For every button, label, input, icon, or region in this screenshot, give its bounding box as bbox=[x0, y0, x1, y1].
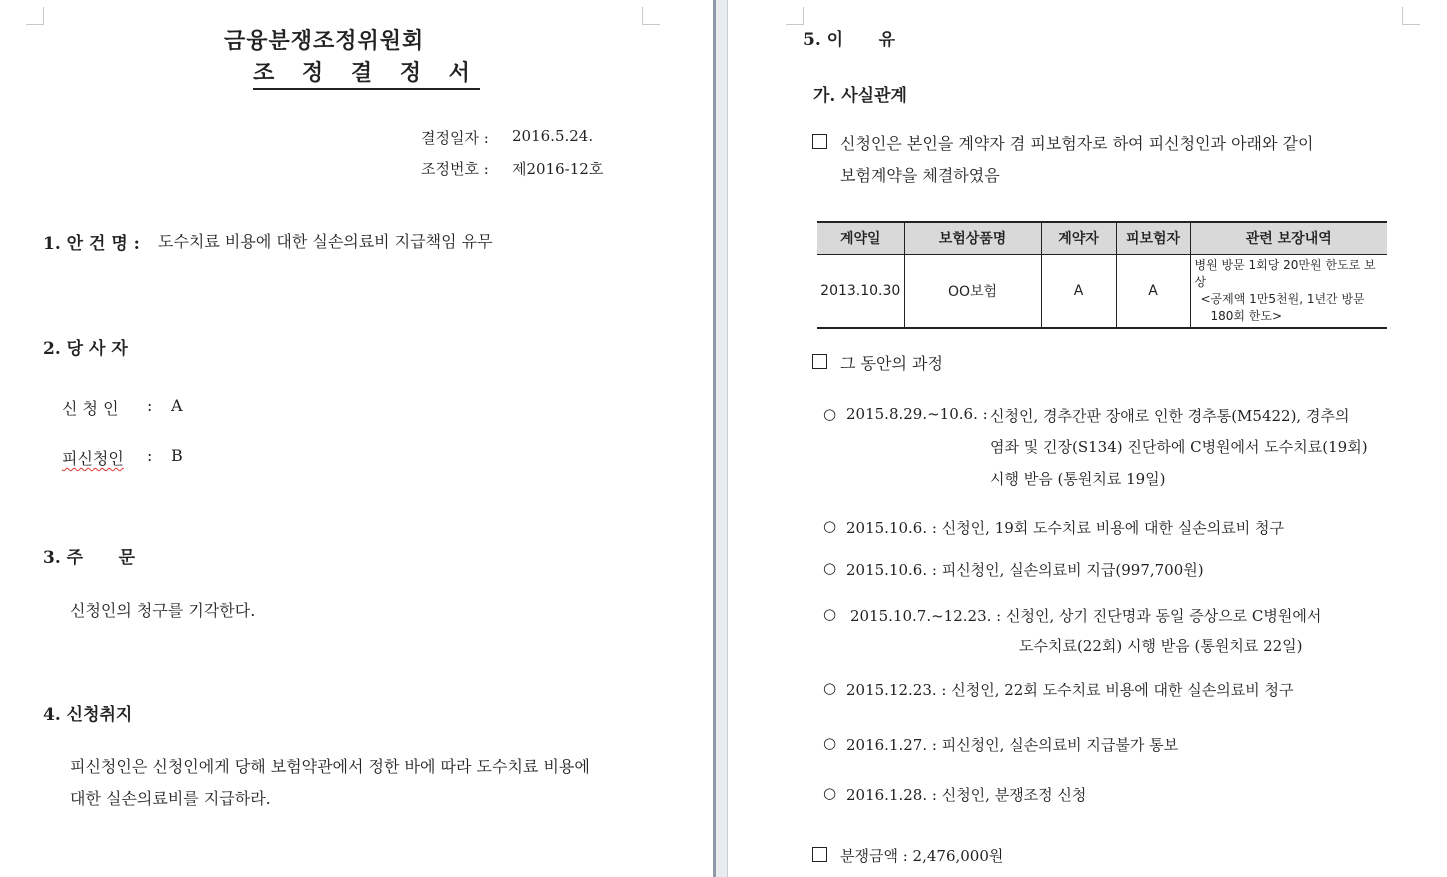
fact-text-line1: 신청인은 본인을 계약자 겸 피보험자로 하여 피신청인과 아래와 같이 bbox=[840, 134, 1314, 153]
event-4-line2: 도수치료(22회) 시행 받음 (통원치료 22일) bbox=[1019, 637, 1303, 655]
bullet-circle-icon: ○ bbox=[823, 784, 837, 802]
colon-separator: : bbox=[147, 446, 153, 465]
event-4-line1: 2015.10.7.~12.23. : 신청인, 상기 진단명과 동일 증상으로 C병원에서 bbox=[850, 607, 1322, 625]
section-4-text-line2: 대한 실손의료비를 지급하라. bbox=[70, 789, 271, 808]
table-header-cell: 계약자 bbox=[1041, 222, 1116, 254]
page-corner-mark bbox=[642, 7, 660, 25]
coverage-detail-line: 병원 방문 1회당 20만원 한도로 보상 bbox=[1194, 257, 1376, 289]
decision-date-label: 결정일자 : bbox=[421, 129, 489, 147]
respondent-label: 피신청인 bbox=[62, 449, 124, 468]
page-divider bbox=[713, 0, 728, 877]
table-header-cell: 보험상품명 bbox=[904, 222, 1041, 254]
colon-separator: : bbox=[147, 396, 153, 415]
checkbox-square-icon bbox=[812, 354, 827, 369]
bullet-circle-icon: ○ bbox=[823, 517, 837, 535]
process-heading: 그 동안의 과정 bbox=[840, 354, 943, 373]
section-3-heading: 3. 주 문 bbox=[43, 548, 136, 568]
event-5: 2015.12.23. : 신청인, 22회 도수치료 비용에 대한 실손의료비 청구 bbox=[846, 681, 1294, 699]
contract-date-cell: 2013.10.30 bbox=[817, 254, 904, 328]
section-5-heading: 5. 이 유 bbox=[803, 30, 896, 50]
decision-date: 2016.5.24. bbox=[512, 127, 594, 145]
section-1-text: 도수치료 비용에 대한 실손의료비 지급책임 유무 bbox=[158, 232, 493, 251]
section-3-text: 신청인의 청구를 기각한다. bbox=[70, 601, 256, 620]
dispute-amount: 분쟁금액 : 2,476,000원 bbox=[840, 847, 1004, 865]
bullet-circle-icon: ○ bbox=[823, 605, 837, 623]
coverage-detail-line: <공제액 1만5천원, 1년간 방문 bbox=[1200, 291, 1365, 306]
event-2: 2015.10.6. : 신청인, 19회 도수치료 비용에 대한 실손의료비 청구 bbox=[846, 519, 1284, 537]
page-left bbox=[0, 0, 713, 877]
respondent-value: B bbox=[171, 446, 183, 465]
table-header-cell: 계약일 bbox=[817, 222, 904, 254]
page-corner-mark bbox=[26, 7, 44, 25]
subsection-facts-heading: 가. 사실관계 bbox=[813, 86, 907, 106]
coverage-detail-line: 180회 한도> bbox=[1210, 308, 1283, 323]
page-corner-mark bbox=[1402, 7, 1420, 25]
product-name-cell: OO보험 bbox=[904, 254, 1041, 328]
page-corner-mark bbox=[786, 7, 804, 25]
checkbox-square-icon bbox=[812, 847, 827, 862]
bullet-circle-icon: ○ bbox=[823, 405, 837, 423]
bullet-circle-icon: ○ bbox=[823, 679, 837, 697]
contract-table bbox=[817, 221, 1387, 329]
event-3: 2015.10.6. : 피신청인, 실손의료비 지급(997,700원) bbox=[846, 561, 1204, 579]
table-header-cell: 피보험자 bbox=[1116, 222, 1190, 254]
section-2-heading: 2. 당 사 자 bbox=[43, 339, 128, 359]
table-header-row bbox=[817, 222, 1387, 254]
bullet-circle-icon: ○ bbox=[823, 734, 837, 752]
event-1-date: 2015.8.29.~10.6. : bbox=[846, 405, 988, 423]
fact-text-line2: 보험계약을 체결하였음 bbox=[840, 166, 1000, 185]
event-1-line3: 시행 받음 (통원치료 19일) bbox=[990, 470, 1166, 488]
section-4-heading: 4. 신청취지 bbox=[43, 705, 133, 725]
event-1-line1: 신청인, 경추간판 장애로 인한 경추통(M5422), 경추의 bbox=[990, 407, 1350, 425]
table-row bbox=[817, 254, 1387, 328]
document-title: 금융분쟁조정위원회 bbox=[224, 28, 425, 54]
table-header-cell: 관련 보장내역 bbox=[1190, 222, 1387, 254]
section-4-text-line1: 피신청인은 신청인에게 당해 보험약관에서 정한 바에 따라 도수치료 비용에 bbox=[70, 757, 590, 776]
event-7: 2016.1.28. : 신청인, 분쟁조정 신청 bbox=[846, 786, 1087, 804]
page-right bbox=[728, 0, 1447, 877]
document-subtitle: 조 정 결 정 서 bbox=[253, 56, 480, 90]
insured-cell: A bbox=[1116, 254, 1190, 328]
section-1-heading: 1. 안 건 명 : bbox=[43, 234, 140, 254]
case-number: 제2016-12호 bbox=[512, 160, 604, 178]
applicant-label: 신 청 인 bbox=[62, 399, 119, 418]
applicant-value: A bbox=[171, 396, 183, 415]
event-6: 2016.1.27. : 피신청인, 실손의료비 지급불가 통보 bbox=[846, 736, 1179, 754]
event-1-line2: 염좌 및 긴장(S134) 진단하에 C병원에서 도수치료(19회) bbox=[990, 438, 1368, 456]
bullet-circle-icon: ○ bbox=[823, 559, 837, 577]
contractor-cell: A bbox=[1041, 254, 1116, 328]
case-number-label: 조정번호 : bbox=[421, 160, 489, 178]
checkbox-square-icon bbox=[812, 134, 827, 149]
coverage-detail-cell bbox=[1190, 254, 1387, 328]
